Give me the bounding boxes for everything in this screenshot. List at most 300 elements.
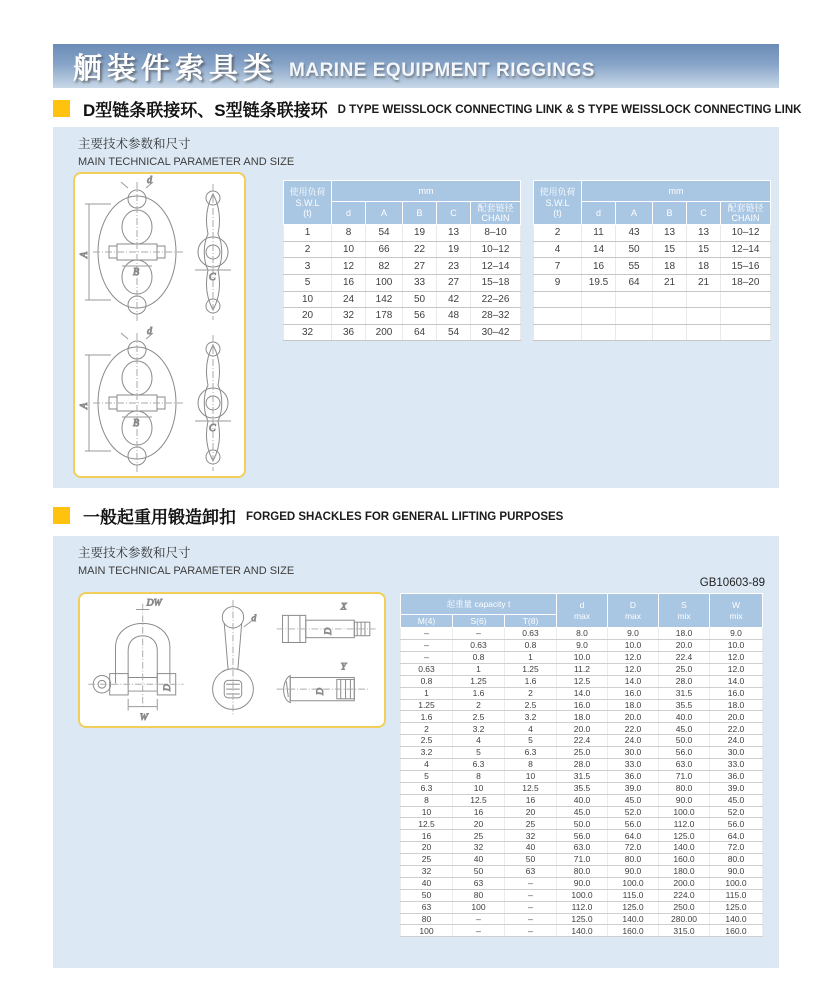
table-cell: 33.0 (710, 758, 763, 770)
chain-zh: 配套链径 (727, 203, 764, 213)
table-cell: 100 (366, 274, 403, 291)
table-cell: 40.0 (659, 711, 710, 723)
chain-en: CHAIN (731, 213, 760, 224)
table-cell: 140.0 (710, 913, 763, 925)
table-cell: 28–32 (471, 308, 521, 325)
section1-param-label (78, 134, 294, 168)
table-cell: 30.0 (608, 747, 659, 759)
section2-title (53, 503, 563, 527)
table-cell: 112.0 (659, 818, 710, 830)
table-cell: 5 (401, 770, 453, 782)
standard-number: GB10603-89 (699, 577, 765, 589)
swl-en: S.W.L (295, 197, 320, 208)
table-cell: 20.0 (557, 723, 608, 735)
chain-en: CHAIN (481, 213, 510, 224)
table-cell: 13 (437, 225, 471, 242)
table-cell: 0.63 (505, 628, 557, 640)
table-cell: 18 (653, 258, 687, 275)
table-cell: 19 (437, 241, 471, 258)
table-cell: 160.0 (659, 854, 710, 866)
table-cell: 12.5 (453, 794, 505, 806)
shackle-table-body (401, 628, 763, 937)
table-cell: 12.5 (401, 818, 453, 830)
table-cell: 22.4 (659, 651, 710, 663)
table-cell: 56.0 (659, 747, 710, 759)
table-cell: 80.0 (659, 782, 710, 794)
col-header-capacity (401, 594, 557, 615)
dim-label-A: A (79, 251, 90, 258)
table-cell: 180.0 (659, 866, 710, 878)
table-cell: 28.0 (659, 675, 710, 687)
table-cell: 30–42 (471, 324, 521, 341)
table-cell: 8 (401, 794, 453, 806)
table-cell: 14.0 (608, 675, 659, 687)
table-cell: 80.0 (608, 854, 659, 866)
table-cell: 20.0 (659, 640, 710, 652)
dim-label-B: B (133, 267, 140, 278)
swl-table-left (283, 180, 521, 341)
table-cell: 32 (401, 866, 453, 878)
section1-title-en: D TYPE WEISSLOCK CONNECTING LINK & S TYPE WEISSLOCK CONNECTING LINK (337, 104, 802, 116)
col-header-chain (721, 202, 771, 225)
table-cell: 100.0 (608, 877, 659, 889)
table-cell: 50 (453, 866, 505, 878)
table-cell (616, 308, 653, 325)
col-header-S6: S(6) (453, 615, 505, 628)
table-cell: 100.0 (710, 877, 763, 889)
table-cell: 142 (366, 291, 403, 308)
table-cell: 19 (403, 225, 437, 242)
table-cell: – (401, 640, 453, 652)
table-cell: 54 (366, 225, 403, 242)
table-cell (687, 324, 721, 341)
table-cell: 280.00 (659, 913, 710, 925)
table-cell: 1 (284, 225, 332, 242)
table-cell: 45.0 (608, 794, 659, 806)
table-cell: 16 (505, 794, 557, 806)
table-cell: 90.0 (659, 794, 710, 806)
table-cell: 14 (582, 241, 616, 258)
table-cell: 0.63 (453, 640, 505, 652)
table-cell: 140.0 (608, 913, 659, 925)
table-cell: 90.0 (710, 866, 763, 878)
s-type-link-drawing (79, 326, 231, 473)
table-cell: 100 (401, 925, 453, 937)
table-row (284, 308, 521, 325)
table-row (401, 830, 763, 842)
table-cell: 31.5 (557, 770, 608, 782)
section1-title (53, 96, 801, 120)
table-cell: – (505, 889, 557, 901)
table-cell: 52.0 (608, 806, 659, 818)
col-header-T8: T(8) (505, 615, 557, 628)
table-cell: 35.5 (557, 782, 608, 794)
table-row (401, 901, 763, 913)
table-row (284, 258, 521, 275)
table-cell: 3.2 (453, 723, 505, 735)
col-header-C: C (437, 202, 471, 225)
table-cell: 10.0 (557, 651, 608, 663)
table-cell: 22–26 (471, 291, 521, 308)
table-cell: 2 (453, 699, 505, 711)
table-cell: 63.0 (557, 842, 608, 854)
table-cell: 25 (505, 818, 557, 830)
table-cell: 40.0 (557, 794, 608, 806)
table-cell: 56.0 (710, 818, 763, 830)
param-label-zh: 主要技术参数和尺寸 (78, 137, 191, 151)
swl-table-left-head (284, 181, 521, 225)
table-cell: 20 (401, 842, 453, 854)
table-cell: 22 (403, 241, 437, 258)
table-cell: 13 (653, 225, 687, 242)
table-row (401, 747, 763, 759)
table-cell: 43 (616, 225, 653, 242)
table-cell: 14.0 (557, 687, 608, 699)
col-header-d: d (332, 202, 366, 225)
dim-label-D: D (323, 627, 334, 635)
table-cell: 2.5 (505, 699, 557, 711)
table-cell: 64.0 (710, 830, 763, 842)
table-cell: 2.5 (453, 711, 505, 723)
table-cell: – (505, 913, 557, 925)
table-cell: 71.0 (659, 770, 710, 782)
table-cell: 48 (437, 308, 471, 325)
table-cell: 18.0 (557, 711, 608, 723)
table-cell (534, 308, 582, 325)
shackle-table (400, 593, 763, 937)
table-cell: 115.0 (608, 889, 659, 901)
table-cell: 12–14 (471, 258, 521, 275)
table-cell: 15–18 (471, 274, 521, 291)
dim-label-D: D (161, 684, 173, 692)
table-row (284, 274, 521, 291)
table-cell (582, 308, 616, 325)
table-row (534, 324, 771, 341)
table-cell: 31.5 (659, 687, 710, 699)
table-cell: 25.0 (557, 747, 608, 759)
table-cell: 50 (403, 291, 437, 308)
table-cell: 125.0 (608, 901, 659, 913)
table-cell: 16 (401, 830, 453, 842)
table-cell: 200 (366, 324, 403, 341)
table-row (401, 782, 763, 794)
table-cell: 1 (505, 651, 557, 663)
col-header-B: B (403, 202, 437, 225)
table-cell (653, 291, 687, 308)
table-cell: 56.0 (608, 818, 659, 830)
table-cell: 8.0 (557, 628, 608, 640)
table-cell: 1 (453, 663, 505, 675)
table-cell: 4 (534, 241, 582, 258)
table-cell (582, 291, 616, 308)
table-cell: 140.0 (557, 925, 608, 937)
table-cell: 23 (437, 258, 471, 275)
col-header-B: B (653, 202, 687, 225)
table-cell: 160.0 (608, 925, 659, 937)
table-cell: – (401, 628, 453, 640)
table-cell: 45.0 (659, 723, 710, 735)
banner-title-zh: 舾装件索具类 (73, 52, 278, 85)
table-row (401, 640, 763, 652)
table-cell (616, 324, 653, 341)
table-cell: 8 (332, 225, 366, 242)
table-cell: 16.0 (710, 687, 763, 699)
table-cell: 2 (505, 687, 557, 699)
table-cell: 80.0 (557, 866, 608, 878)
table-cell: 15 (687, 241, 721, 258)
table-cell: 16 (332, 274, 366, 291)
table-cell: 18.0 (608, 699, 659, 711)
col-header-swl (284, 181, 332, 225)
table-cell: 80 (453, 889, 505, 901)
table-cell: 140.0 (659, 842, 710, 854)
table-row (401, 663, 763, 675)
col-header-M4: M(4) (401, 615, 453, 628)
table-cell: 6.3 (453, 758, 505, 770)
table-cell: 9 (534, 274, 582, 291)
dim-label-D: D (315, 687, 327, 695)
table-row (401, 877, 763, 889)
table-cell: 12.5 (557, 675, 608, 687)
table-cell: 112.0 (557, 901, 608, 913)
table-row (401, 794, 763, 806)
table-cell: 50.0 (659, 735, 710, 747)
col-header-D-max: D max (608, 594, 659, 628)
swl-en: S.W.L (545, 197, 570, 208)
section2-param-label (78, 543, 294, 577)
table-cell: 125.0 (659, 830, 710, 842)
connecting-link-diagram-box (73, 172, 246, 478)
table-cell: 115.0 (710, 889, 763, 901)
section2-title-zh: 一般起重用锻造卸扣 (83, 507, 236, 527)
param-label-en: MAIN TECHNICAL PARAMETER AND SIZE (78, 156, 295, 168)
table-cell: 10 (284, 291, 332, 308)
swl-unit: (t) (303, 207, 312, 218)
table-cell (534, 324, 582, 341)
swl-table-right-body (534, 225, 771, 341)
table-cell: 224.0 (659, 889, 710, 901)
table-cell: 90.0 (608, 866, 659, 878)
table-cell: 32 (453, 842, 505, 854)
swl-zh: 使用负荷 (289, 187, 326, 198)
table-cell: 63 (453, 877, 505, 889)
dim-label-W: W (139, 712, 148, 724)
table-cell: 56.0 (557, 830, 608, 842)
table-cell: 24 (332, 291, 366, 308)
table-row (401, 758, 763, 770)
table-cell: 4 (401, 758, 453, 770)
shackle-table-head (401, 594, 763, 628)
table-cell (582, 324, 616, 341)
table-cell: 32 (505, 830, 557, 842)
table-row (534, 225, 771, 242)
col-header-mm: mm (332, 181, 521, 202)
table-cell: 45.0 (710, 794, 763, 806)
table-cell: – (505, 925, 557, 937)
table-row (401, 770, 763, 782)
table-cell: 1.25 (401, 699, 453, 711)
table-cell: 9.0 (710, 628, 763, 640)
table-cell: 2 (401, 723, 453, 735)
table-cell: 6.3 (401, 782, 453, 794)
table-row (401, 806, 763, 818)
table-cell (721, 308, 771, 325)
shackle-diagram-box (78, 592, 386, 728)
table-cell: 36.0 (608, 770, 659, 782)
table-cell: 20 (453, 818, 505, 830)
table-cell: 20.0 (608, 711, 659, 723)
table-row (401, 723, 763, 735)
table-cell: 15 (653, 241, 687, 258)
capacity-en: capacity (474, 598, 506, 609)
table-cell: 32 (284, 324, 332, 341)
table-cell: 1.6 (505, 675, 557, 687)
table-cell (721, 291, 771, 308)
table-cell: 56 (403, 308, 437, 325)
param-label-en: MAIN TECHNICAL PARAMETER AND SIZE (78, 565, 295, 577)
table-row (401, 818, 763, 830)
table-cell: 82 (366, 258, 403, 275)
table-cell: 42 (437, 291, 471, 308)
table-cell: 8 (505, 758, 557, 770)
table-cell: 125.0 (557, 913, 608, 925)
table-cell: 100 (453, 901, 505, 913)
table-cell: 71.0 (557, 854, 608, 866)
table-cell: 35.5 (659, 699, 710, 711)
table-cell: 18–20 (721, 274, 771, 291)
table-cell: – (505, 901, 557, 913)
table-cell (721, 324, 771, 341)
connecting-link-drawing (75, 174, 244, 476)
table-cell: – (505, 877, 557, 889)
table-row (401, 842, 763, 854)
table-row (401, 735, 763, 747)
table-cell: 6.3 (505, 747, 557, 759)
table-cell: 64.0 (608, 830, 659, 842)
table-row (534, 241, 771, 258)
table-row (534, 291, 771, 308)
table-cell: 160.0 (710, 925, 763, 937)
table-row (401, 628, 763, 640)
table-cell: 21 (653, 274, 687, 291)
dim-label-DW: DW (146, 597, 162, 609)
table-cell: 52.0 (710, 806, 763, 818)
table-cell: 12.0 (710, 651, 763, 663)
table-cell: 36 (332, 324, 366, 341)
table-cell: 33 (403, 274, 437, 291)
table-cell: 20.0 (710, 711, 763, 723)
table-row (401, 687, 763, 699)
table-cell: 64 (403, 324, 437, 341)
table-cell: 0.63 (401, 663, 453, 675)
table-cell: 18.0 (659, 628, 710, 640)
section2-panel (53, 536, 779, 968)
table-row (401, 854, 763, 866)
table-cell: 125.0 (710, 901, 763, 913)
table-cell: 8 (453, 770, 505, 782)
col-header-swl (534, 181, 582, 225)
table-cell: 63 (401, 901, 453, 913)
table-cell (687, 308, 721, 325)
table-cell: 80.0 (710, 854, 763, 866)
table-cell: 3.2 (401, 747, 453, 759)
param-label-zh: 主要技术参数和尺寸 (78, 546, 191, 560)
table-cell: 13 (687, 225, 721, 242)
table-row (284, 225, 521, 242)
swl-table-right-head (534, 181, 771, 225)
table-cell: 50.0 (557, 818, 608, 830)
table-cell: – (453, 925, 505, 937)
table-cell: 25 (453, 830, 505, 842)
table-cell: 315.0 (659, 925, 710, 937)
table-cell: 54 (437, 324, 471, 341)
table-cell: 3 (284, 258, 332, 275)
table-cell: 5 (453, 747, 505, 759)
table-cell: 36.0 (710, 770, 763, 782)
table-cell: 33.0 (608, 758, 659, 770)
table-cell (534, 291, 582, 308)
table-cell: 5 (284, 274, 332, 291)
dim-label-d: d (147, 175, 152, 186)
section1-title-zh: D型链条联接环、S型链条联接环 (83, 100, 328, 120)
table-cell: 16 (453, 806, 505, 818)
table-cell: 0.8 (505, 640, 557, 652)
table-cell: 21 (687, 274, 721, 291)
table-cell: 12.0 (608, 663, 659, 675)
page-banner (53, 44, 779, 88)
col-header-chain (471, 202, 521, 225)
capacity-zh: 起重量 (446, 598, 473, 609)
table-cell: 24.0 (608, 735, 659, 747)
section2-title-en: FORGED SHACKLES FOR GENERAL LIFTING PURPOSES (246, 511, 564, 523)
table-cell: – (453, 913, 505, 925)
table-row (284, 324, 521, 341)
table-cell: 66 (366, 241, 403, 258)
table-cell: 32 (332, 308, 366, 325)
table-cell: 10–12 (471, 241, 521, 258)
table-cell: 14.0 (710, 675, 763, 687)
table-cell (687, 291, 721, 308)
table-cell: 50 (401, 889, 453, 901)
table-cell: 18.0 (710, 699, 763, 711)
table-cell: 55 (616, 258, 653, 275)
table-cell: – (453, 628, 505, 640)
table-cell: 27 (437, 274, 471, 291)
table-row (401, 866, 763, 878)
table-row (401, 913, 763, 925)
table-cell: 2.5 (401, 735, 453, 747)
table-cell: 22.0 (710, 723, 763, 735)
table-cell: 45.0 (557, 806, 608, 818)
table-cell: 7 (534, 258, 582, 275)
col-header-S-mix: S mix (659, 594, 710, 628)
table-cell: 40 (401, 877, 453, 889)
table-cell: 2 (534, 225, 582, 242)
table-cell: 39.0 (608, 782, 659, 794)
shackle-drawing (80, 594, 384, 726)
table-cell: 50 (616, 241, 653, 258)
table-cell: 63.0 (659, 758, 710, 770)
swl-table-right (533, 180, 771, 341)
table-row (401, 699, 763, 711)
table-cell: 80 (401, 913, 453, 925)
table-cell: 15–16 (721, 258, 771, 275)
col-header-d: d (582, 202, 616, 225)
table-cell: 11 (582, 225, 616, 242)
table-row (401, 889, 763, 901)
dim-label-C: C (209, 272, 216, 283)
table-cell: 30.0 (710, 747, 763, 759)
